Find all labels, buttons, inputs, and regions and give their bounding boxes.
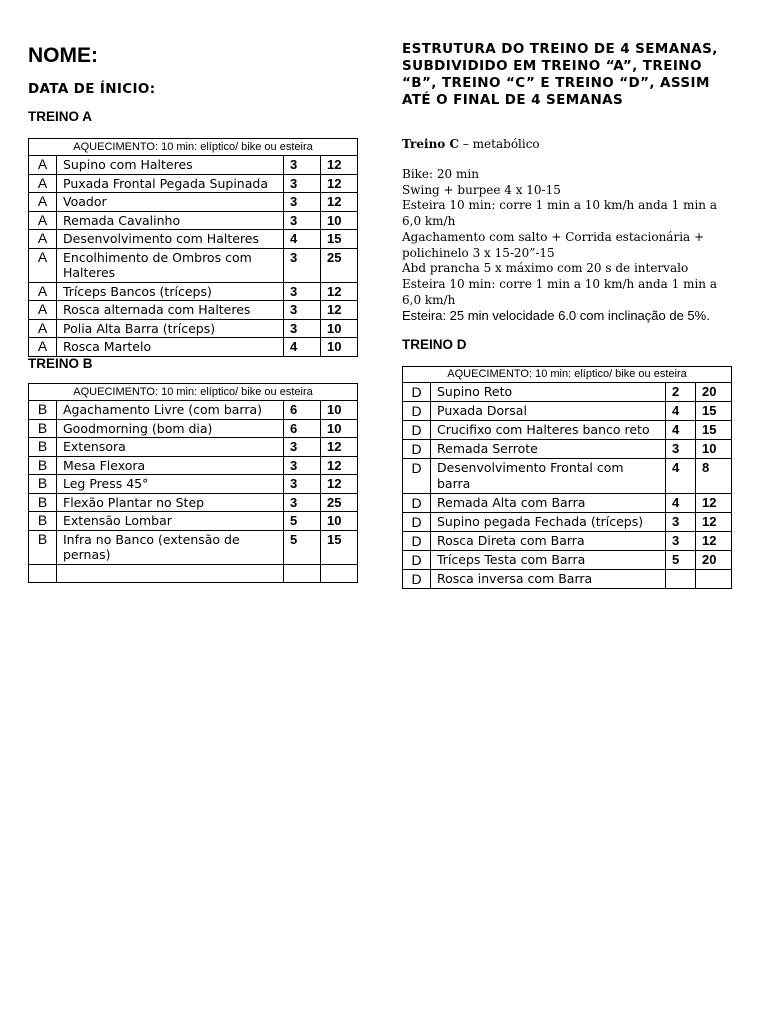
table-row	[403, 494, 732, 513]
table-row	[29, 193, 358, 212]
sets-count: 3	[284, 174, 321, 193]
empty-cell	[29, 564, 57, 583]
reps-count: 15	[321, 530, 358, 564]
exercise-name: Crucifixo com Halteres banco reto	[431, 421, 666, 440]
table-row	[29, 401, 358, 420]
reps-count: 12	[696, 513, 732, 532]
treino-letter: A	[29, 282, 57, 301]
table-row	[29, 475, 358, 494]
reps-count: 12	[696, 494, 732, 513]
treino-letter: D	[403, 402, 431, 421]
exercise-name: Infra no Banco (extensão de pernas)	[57, 530, 284, 564]
treino-letter: D	[403, 494, 431, 513]
table-row	[29, 230, 358, 249]
treino-letter: D	[403, 459, 431, 494]
reps-count: 12	[321, 282, 358, 301]
exercise-name: Mesa Flexora	[57, 456, 284, 475]
table-row	[403, 421, 732, 440]
exercise-name: Supino Reto	[431, 383, 666, 402]
treino-letter: B	[29, 493, 57, 512]
sets-count: 3	[284, 282, 321, 301]
table-row	[29, 301, 358, 320]
treino-letter: B	[29, 475, 57, 494]
exercise-name: Rosca inversa com Barra	[431, 570, 666, 589]
treino-letter: A	[29, 248, 57, 282]
reps-count: 10	[321, 211, 358, 230]
reps-count: 10	[321, 319, 358, 338]
estrutura-heading	[402, 41, 718, 109]
exercise-name: Desenvolvimento com Halteres	[57, 230, 284, 249]
sets-count: 5	[666, 551, 696, 570]
table-row	[403, 383, 732, 402]
exercise-name: Supino com Halteres	[57, 156, 284, 175]
treino-c-body	[402, 167, 730, 324]
reps-count: 10	[321, 338, 358, 357]
reps-count: 12	[321, 438, 358, 457]
reps-count: 10	[321, 401, 358, 420]
sets-count: 4	[666, 402, 696, 421]
treino-c-line: Esteira 10 min: corre 1 min a 10 km/h anda 1 min a 6,0 km/h	[402, 276, 717, 307]
treino-b-table	[28, 383, 358, 583]
exercise-name: Extensora	[57, 438, 284, 457]
treino-letter: A	[29, 319, 57, 338]
reps-count: 12	[321, 456, 358, 475]
table-row	[29, 282, 358, 301]
exercise-name: Remada Alta com Barra	[431, 494, 666, 513]
table-row	[403, 551, 732, 570]
treino-letter: B	[29, 401, 57, 420]
reps-count: 10	[321, 419, 358, 438]
sets-count: 3	[284, 301, 321, 320]
treino-a-table	[28, 138, 358, 357]
treino-d-table	[402, 366, 732, 589]
table-row	[29, 211, 358, 230]
reps-count: 12	[321, 156, 358, 175]
reps-count: 8	[696, 459, 732, 494]
treino-letter: D	[403, 513, 431, 532]
exercise-name: Flexão Plantar no Step	[57, 493, 284, 512]
reps-count: 12	[321, 301, 358, 320]
sets-count: 5	[284, 530, 321, 564]
exercise-name: Goodmorning (bom dia)	[57, 419, 284, 438]
exercise-name: Rosca alternada com Halteres	[57, 301, 284, 320]
warmup-note: AQUECIMENTO: 10 min: elíptico/ bike ou esteira	[403, 367, 732, 383]
table-row	[29, 156, 358, 175]
sets-count: 3	[666, 532, 696, 551]
treino-letter: A	[29, 301, 57, 320]
empty-cell	[284, 564, 321, 583]
sets-count	[666, 570, 696, 589]
reps-count: 12	[696, 532, 732, 551]
sets-count: 5	[284, 512, 321, 531]
exercise-name: Polia Alta Barra (tríceps)	[57, 319, 284, 338]
estrutura-heading-line: ATÉ O FINAL DE 4 SEMANAS	[402, 92, 624, 108]
table-row	[29, 530, 358, 564]
reps-count: 15	[321, 230, 358, 249]
treino-letter: B	[29, 530, 57, 564]
sets-count: 3	[284, 493, 321, 512]
exercise-name: Rosca Martelo	[57, 338, 284, 357]
treino-letter: B	[29, 438, 57, 457]
sets-count: 6	[284, 419, 321, 438]
reps-count: 15	[696, 402, 732, 421]
estrutura-heading-line: “B”, TREINO “C” E TREINO “D”, ASSIM	[402, 75, 710, 91]
exercise-name: Tríceps Bancos (tríceps)	[57, 282, 284, 301]
warmup-row	[403, 367, 732, 383]
sets-count: 4	[666, 459, 696, 494]
treino-letter: A	[29, 338, 57, 357]
exercise-name: Puxada Dorsal	[431, 402, 666, 421]
treino-c-last-line: Esteira: 25 min velocidade 6.0 com inclinação de 5%.	[402, 308, 710, 324]
sets-count: 3	[284, 248, 321, 282]
table-row	[29, 512, 358, 531]
reps-count: 10	[696, 440, 732, 459]
table-row	[29, 493, 358, 512]
treino-letter: B	[29, 456, 57, 475]
exercise-name: Rosca Direta com Barra	[431, 532, 666, 551]
reps-count: 25	[321, 493, 358, 512]
reps-count: 20	[696, 551, 732, 570]
treino-c-line: Bike: 20 min	[402, 167, 479, 181]
table-row	[29, 248, 358, 282]
sets-count: 3	[284, 438, 321, 457]
treino-letter: D	[403, 421, 431, 440]
warmup-row	[29, 139, 358, 156]
reps-count: 12	[321, 193, 358, 212]
table-row	[29, 419, 358, 438]
treino-letter: B	[29, 512, 57, 531]
treino-letter: A	[29, 156, 57, 175]
estrutura-heading-line: ESTRUTURA DO TREINO DE 4 SEMANAS,	[402, 41, 718, 57]
treino-letter: D	[403, 532, 431, 551]
sets-count: 3	[666, 513, 696, 532]
treino-d-title: TREINO D	[402, 337, 467, 352]
treino-letter: D	[403, 383, 431, 402]
empty-cell	[321, 564, 358, 583]
sets-count: 4	[666, 494, 696, 513]
reps-count: 15	[696, 421, 732, 440]
sets-count: 4	[666, 421, 696, 440]
empty-cell	[57, 564, 284, 583]
table-row	[29, 319, 358, 338]
exercise-name: Voador	[57, 193, 284, 212]
sets-count: 4	[284, 230, 321, 249]
table-row	[29, 456, 358, 475]
nome-label: NOME:	[28, 44, 98, 67]
sets-count: 6	[284, 401, 321, 420]
reps-count: 12	[321, 475, 358, 494]
treino-c-title-subtitle: – metabólico	[462, 137, 540, 151]
table-row	[403, 459, 732, 494]
treino-letter: A	[29, 174, 57, 193]
exercise-name: Tríceps Testa com Barra	[431, 551, 666, 570]
exercise-name: Encolhimento de Ombros com Halteres	[57, 248, 284, 282]
treino-letter: A	[29, 230, 57, 249]
treino-letter: B	[29, 419, 57, 438]
sets-count: 3	[666, 440, 696, 459]
treino-letter: A	[29, 193, 57, 212]
exercise-name: Agachamento Livre (com barra)	[57, 401, 284, 420]
warmup-note: AQUECIMENTO: 10 min: elíptico/ bike ou esteira	[29, 384, 358, 401]
warmup-row	[29, 384, 358, 401]
exercise-name: Desenvolvimento Frontal com barra	[431, 459, 666, 494]
sets-count: 4	[284, 338, 321, 357]
empty-table-row	[29, 564, 358, 583]
treino-b-title: TREINO B	[28, 356, 93, 371]
estrutura-heading-line: SUBDIVIDIDO EM TREINO “A”, TREINO	[402, 58, 702, 74]
exercise-name: Remada Cavalinho	[57, 211, 284, 230]
exercise-name: Extensão Lombar	[57, 512, 284, 531]
treino-c-line: Abd prancha 5 x máximo com 20 s de intervalo	[402, 261, 689, 276]
exercise-name: Leg Press 45°	[57, 475, 284, 494]
sets-count: 3	[284, 475, 321, 494]
reps-count: 10	[321, 512, 358, 531]
sets-count: 3	[284, 456, 321, 475]
exercise-name: Supino pegada Fechada (tríceps)	[431, 513, 666, 532]
table-row	[29, 338, 358, 357]
reps-count: 12	[321, 174, 358, 193]
sets-count: 3	[284, 211, 321, 230]
exercise-name: Puxada Frontal Pegada Supinada	[57, 174, 284, 193]
reps-count: 20	[696, 383, 732, 402]
table-row	[29, 174, 358, 193]
table-row	[403, 440, 732, 459]
treino-c-line: Swing + burpee 4 x 10-15	[402, 182, 561, 197]
table-row	[403, 570, 732, 589]
treino-letter: D	[403, 570, 431, 589]
treino-letter: D	[403, 440, 431, 459]
table-row	[29, 438, 358, 457]
treino-c-title	[402, 136, 540, 152]
reps-count	[696, 570, 732, 589]
data-inicio-label: DATA DE ÍNICIO:	[28, 81, 156, 97]
treino-c-line: Esteira 10 min: corre 1 min a 10 km/h anda 1 min a 6,0 km/h	[402, 198, 717, 229]
sets-count: 2	[666, 383, 696, 402]
treino-c-title-bold: Treino C	[402, 137, 460, 151]
treino-c-line: Agachamento com salto + Corrida estacionária + polichinelo 3 x 15-20”-15	[402, 229, 705, 260]
exercise-name: Remada Serrote	[431, 440, 666, 459]
sets-count: 3	[284, 193, 321, 212]
treino-letter: D	[403, 551, 431, 570]
table-row	[403, 402, 732, 421]
table-row	[403, 513, 732, 532]
treino-a-title: TREINO A	[28, 109, 92, 124]
reps-count: 25	[321, 248, 358, 282]
warmup-note: AQUECIMENTO: 10 min: elíptico/ bike ou esteira	[29, 139, 358, 156]
sets-count: 3	[284, 319, 321, 338]
table-row	[403, 532, 732, 551]
treino-letter: A	[29, 211, 57, 230]
sets-count: 3	[284, 156, 321, 175]
